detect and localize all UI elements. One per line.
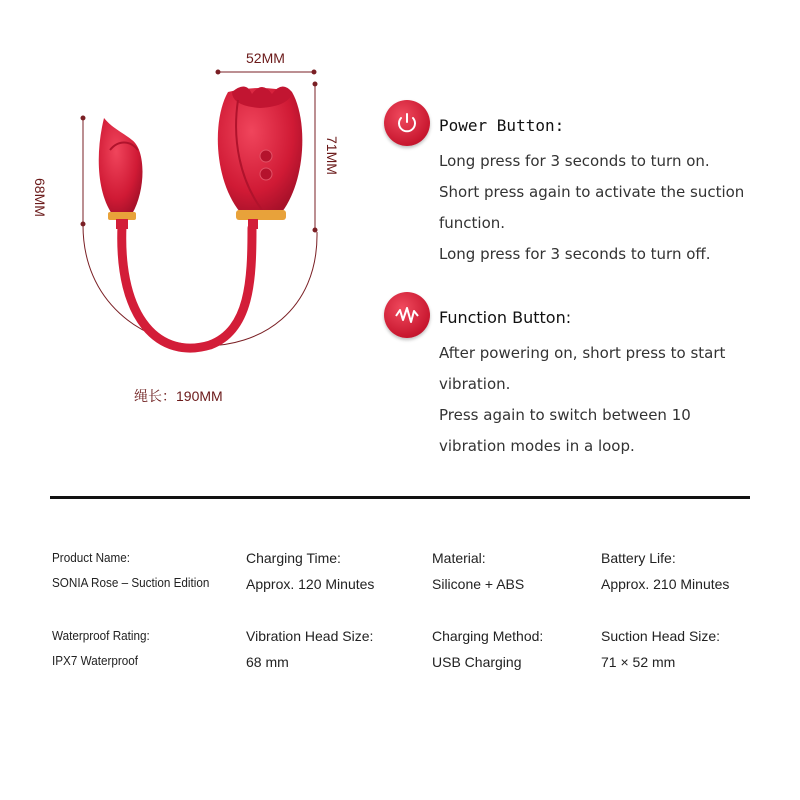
description-line: vibration. — [439, 375, 511, 393]
power-icon — [384, 100, 430, 146]
spec-vibration-head-size — [246, 628, 373, 670]
spec-suction-head-size — [601, 628, 720, 670]
power-button-title: Power Button: — [439, 116, 565, 135]
description-line: vibration modes in a loop. — [439, 437, 635, 455]
spec-value: SONIA Rose – Suction Edition — [52, 575, 210, 590]
vibration-wave-icon — [384, 292, 430, 338]
function-button-title: Function Button: — [439, 308, 572, 327]
spec-charging-method — [432, 628, 543, 670]
vibration-height-label: 68MM — [32, 178, 48, 217]
spec-label: Charging Method: — [432, 628, 544, 644]
cord — [122, 226, 252, 348]
spec-charging-time — [246, 550, 374, 592]
spec-battery-life — [601, 550, 729, 592]
spec-label: Battery Life: — [601, 550, 676, 566]
spec-value: 68 mm — [246, 654, 289, 670]
description-line: function. — [439, 214, 506, 232]
spec-label: Material: — [432, 550, 486, 566]
description-line: After powering on, short press to start — [439, 344, 726, 362]
cord-length-label: 绳长：190MM — [134, 388, 223, 404]
spec-label: Product Name: — [52, 550, 131, 565]
description-line: Long press for 3 seconds to turn on. — [439, 152, 710, 170]
spec-value: 71 × 52 mm — [601, 654, 676, 670]
spec-material — [432, 550, 524, 592]
spec-label: Charging Time: — [246, 550, 341, 566]
spec-value: Approx. 120 Minutes — [246, 576, 375, 592]
width-dimension-label: 52MM — [246, 50, 285, 66]
product-drawing — [0, 0, 360, 440]
description-line: Short press again to activate the suction — [439, 183, 745, 201]
spec-value: Approx. 210 Minutes — [601, 576, 730, 592]
suction-height-label: 71MM — [324, 136, 340, 175]
suction-head — [218, 86, 303, 229]
spec-label: Waterproof Rating: — [52, 628, 150, 643]
vibration-head — [99, 118, 143, 229]
product-illustration — [0, 0, 360, 440]
spec-value: IPX7 Waterproof — [52, 653, 139, 668]
description-line: Press again to switch between 10 — [439, 406, 691, 424]
spec-label: Suction Head Size: — [601, 628, 721, 644]
spec-label: Vibration Head Size: — [246, 628, 374, 644]
section-divider — [50, 496, 750, 499]
power-button-description — [439, 146, 769, 270]
spec-value: USB Charging — [432, 654, 522, 670]
description-line: Long press for 3 seconds to turn off. — [439, 245, 711, 263]
function-button-description — [439, 338, 769, 462]
spec-value: Silicone + ABS — [432, 576, 525, 592]
spec-waterproof-rating — [52, 628, 161, 668]
spec-product-name — [52, 550, 227, 590]
